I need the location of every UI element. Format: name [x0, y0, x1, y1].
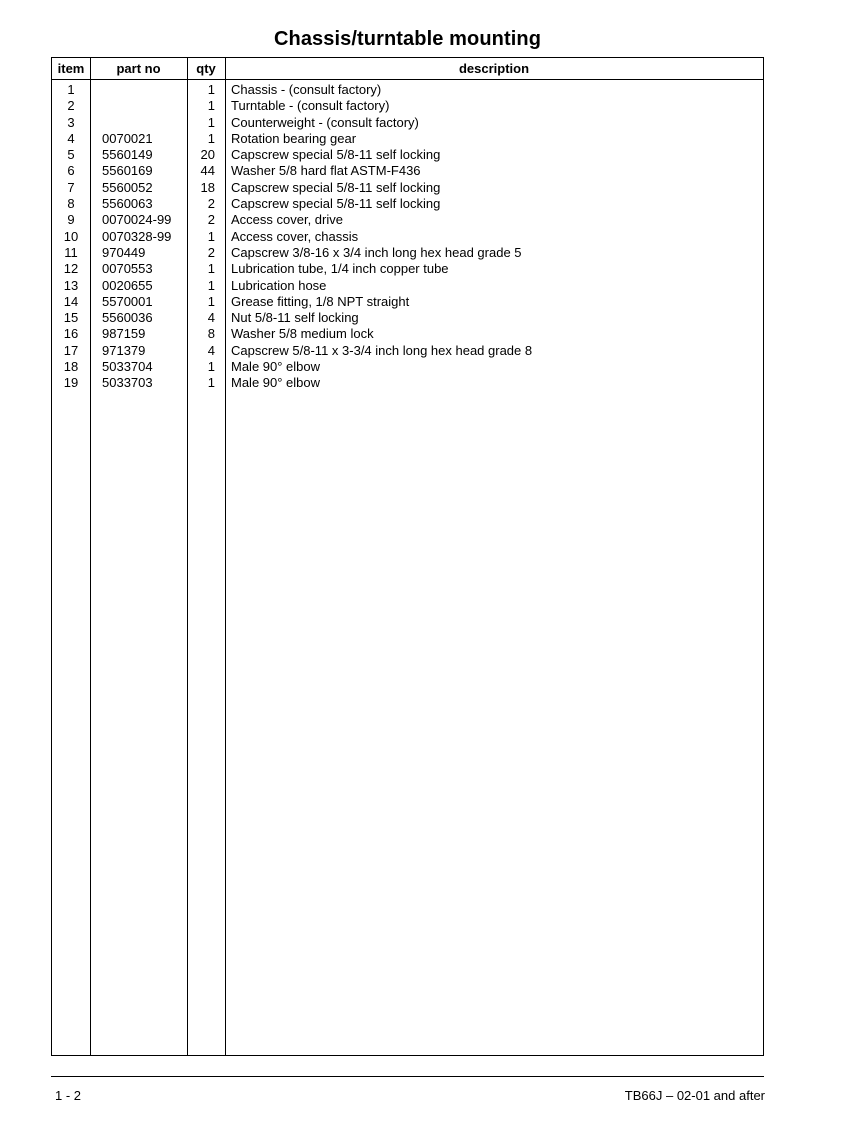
qty-cell: 18: [200, 179, 215, 195]
table-row: [52, 343, 763, 359]
description-cell: Capscrew 3/8-16 x 3/4 inch long hex head grade 5: [231, 244, 522, 260]
item-cell: 7: [67, 179, 75, 195]
item-cell: 9: [67, 212, 75, 228]
table-row: [52, 131, 763, 147]
table-row: [52, 229, 763, 245]
part-no-cell: 5033704: [102, 359, 153, 375]
page-title: Chassis/turntable mounting: [273, 28, 542, 50]
table-row: [52, 82, 763, 98]
description-cell: Capscrew special 5/8-11 self locking: [231, 179, 441, 195]
table-row: [52, 326, 763, 342]
description-cell: Counterweight - (consult factory): [231, 114, 419, 130]
header-item: item: [57, 61, 85, 76]
header-description: description: [458, 61, 530, 76]
qty-cell: 1: [207, 261, 215, 277]
qty-cell: 1: [207, 114, 215, 130]
part-no-cell: 0070021: [102, 130, 153, 146]
description-cell: Chassis - (consult factory): [231, 82, 382, 97]
item-cell: 13: [63, 277, 79, 293]
parts-table: [51, 57, 764, 1056]
part-no-cell: 5560149: [102, 147, 153, 163]
table-row: [52, 98, 763, 114]
part-no-cell: 971379: [102, 342, 146, 358]
qty-cell: 2: [207, 212, 215, 228]
qty-cell: 20: [200, 147, 215, 163]
part-no-cell: 5560063: [102, 196, 153, 212]
item-cell: 8: [67, 196, 75, 212]
part-no-cell: 0070024-99: [102, 212, 172, 228]
description-cell: Lubrication tube, 1/4 inch copper tube: [231, 261, 449, 277]
table-row: [52, 359, 763, 375]
qty-cell: 8: [207, 326, 215, 342]
table-row: [52, 180, 763, 196]
item-cell: 17: [63, 342, 79, 358]
item-cell: 11: [64, 244, 78, 260]
table-row: [52, 115, 763, 131]
part-no-cell: 5570001: [102, 293, 153, 309]
description-cell: Capscrew special 5/8-11 self locking: [231, 147, 441, 163]
qty-cell: 1: [207, 359, 215, 375]
description-cell: Washer 5/8 hard flat ASTM-F436: [231, 163, 421, 179]
qty-cell: 2: [207, 196, 215, 212]
description-cell: Male 90° elbow: [231, 375, 321, 391]
part-no-cell: 0020655: [102, 277, 153, 293]
table-row: [52, 375, 763, 391]
qty-cell: 4: [207, 342, 215, 358]
description-cell: Nut 5/8-11 self locking: [231, 310, 359, 326]
table-row: [52, 163, 763, 179]
item-cell: 12: [63, 261, 79, 277]
table-row: [52, 245, 763, 261]
qty-cell: 1: [207, 293, 215, 309]
footer-divider: [51, 1076, 764, 1077]
table-row: [52, 310, 763, 326]
header-qty: qty: [196, 61, 216, 76]
description-cell: Male 90° elbow: [231, 359, 321, 375]
item-cell: 15: [63, 310, 79, 326]
table-body: [52, 82, 763, 392]
item-cell: 16: [63, 326, 79, 342]
table-row: [52, 196, 763, 212]
item-cell: 18: [63, 359, 79, 375]
part-no-cell: 5033703: [102, 375, 153, 391]
table-row: [52, 261, 763, 277]
header-part-no: part no: [116, 61, 161, 76]
item-cell: 1: [67, 82, 75, 97]
part-no-cell: 0070328-99: [102, 228, 172, 244]
item-cell: 2: [67, 98, 75, 114]
model-label: TB66J – 02-01 and after: [624, 1088, 765, 1103]
qty-cell: 1: [207, 375, 215, 391]
table-header: [52, 58, 763, 80]
description-cell: Capscrew 5/8-11 x 3-3/4 inch long hex head grade 8: [231, 342, 533, 358]
part-no-cell: 5560169: [102, 163, 153, 179]
qty-cell: 44: [200, 163, 215, 179]
qty-cell: 1: [207, 82, 215, 97]
qty-cell: 1: [207, 277, 215, 293]
description-cell: Capscrew special 5/8-11 self locking: [231, 196, 441, 212]
description-cell: Washer 5/8 medium lock: [231, 326, 374, 342]
description-cell: Lubrication hose: [231, 277, 327, 293]
page-number: 1 - 2: [55, 1088, 82, 1103]
description-cell: Rotation bearing gear: [231, 130, 357, 146]
part-no-cell: 5560036: [102, 310, 153, 326]
table-row: [52, 147, 763, 163]
part-no-cell: 0070553: [102, 261, 153, 277]
qty-cell: 4: [207, 310, 215, 326]
part-no-cell: 5560052: [102, 179, 153, 195]
item-cell: 4: [67, 130, 75, 146]
qty-cell: 2: [207, 244, 215, 260]
table-row: [52, 278, 763, 294]
description-cell: Grease fitting, 1/8 NPT straight: [231, 293, 410, 309]
item-cell: 19: [63, 375, 79, 391]
item-cell: 10: [63, 228, 79, 244]
table-row: [52, 294, 763, 310]
item-cell: 14: [63, 293, 79, 309]
description-cell: Turntable - (consult factory): [231, 98, 390, 114]
qty-cell: 1: [207, 98, 215, 114]
part-no-cell: 987159: [102, 326, 146, 342]
item-cell: 3: [67, 114, 75, 130]
item-cell: 6: [67, 163, 75, 179]
description-cell: Access cover, chassis: [231, 228, 359, 244]
qty-cell: 1: [207, 228, 215, 244]
item-cell: 5: [67, 147, 75, 163]
qty-cell: 1: [207, 130, 215, 146]
description-cell: Access cover, drive: [231, 212, 343, 228]
table-row: [52, 212, 763, 228]
part-no-cell: 970449: [102, 244, 146, 260]
